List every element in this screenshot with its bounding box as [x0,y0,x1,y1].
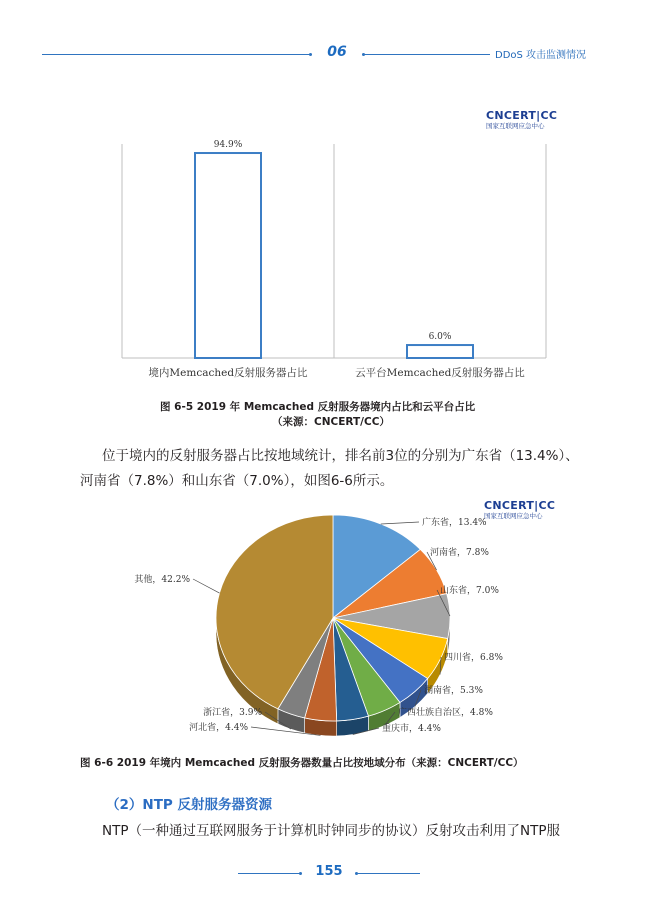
chapter-number: 06 [327,44,347,60]
bar-category-label-cloud: 云平台Memcached反射服务器占比 [355,367,525,379]
pie-label-2: 山东省，7.0% [440,586,499,596]
header-dot-left [309,53,312,56]
bar-domestic [195,153,261,358]
page-number: 155 [315,864,343,879]
bar-value-label-cloud: 6.0% [428,332,452,343]
logo-brand-text-2: CNCERT|CC [484,499,556,512]
figure-6-5-caption-line2: （来源：CNCERT/CC） [272,416,390,428]
header-rule-right [364,54,490,55]
header-rule-left [42,54,310,55]
bar-category-label-domestic: 境内Memcached反射服务器占比 [148,367,308,379]
header-section-title: DDoS 攻击监测情况 [495,50,587,61]
pie-chart [0,500,657,750]
figure-6-6-caption: 图 6-6 2019 年境内 Memcached 反射服务器数量占比按地域分布（来源：CNCERT/CC） [80,757,524,769]
pie-label-8: 浙江省，3.9% [203,708,262,718]
section-heading-ntp: （2）NTP 反射服务器资源 [106,797,272,813]
logo-subtitle: 国家互联网应急中心 [486,122,545,130]
logo-brand-text: CNCERT|CC [486,109,558,122]
pie-leader-line-9 [193,579,219,593]
bar-chart-axes [122,144,546,358]
footer-rule-left [238,873,300,874]
pie-label-4: 湖南省，5.3% [424,686,483,696]
paragraph-2-line1: NTP（一种通过互联网服务于计算机时钟同步的协议）反射攻击利用了NTP服 [102,823,560,839]
pie-label-3: 四川省，6.8% [444,653,503,663]
footer-dot-left [299,872,302,875]
bar-chart [110,120,580,390]
pie-label-9: 其他，42.2% [134,575,190,585]
paragraph-1-line1: 位于境内的反射服务器占比按地域统计，排名前3位的分别为广东省（13.4%）、 [102,448,579,464]
pie-label-7: 河北省，4.4% [189,723,248,733]
pie-label-5: 广西壮族自治区，4.8% [398,708,493,718]
pie-leader-line-0 [381,522,419,524]
figure-6-5-caption-line1: 图 6-5 2019 年 Memcached 反射服务器境内占比和云平台占比 [160,401,476,413]
cncert-logo-top [486,109,557,130]
pie-label-1: 河南省，7.8% [430,548,489,558]
bar-cloud [407,345,473,358]
paragraph-1-line2: 河南省（7.8%）和山东省（7.0%），如图6-6所示。 [80,473,394,489]
pie-label-0: 广东省，13.4% [422,518,487,528]
footer-rule-right [358,873,420,874]
logo-subtitle-2: 国家互联网应急中心 [484,512,543,520]
bar-value-label-domestic: 94.9% [213,140,243,151]
pie-label-6: 重庆市，4.4% [382,724,441,734]
